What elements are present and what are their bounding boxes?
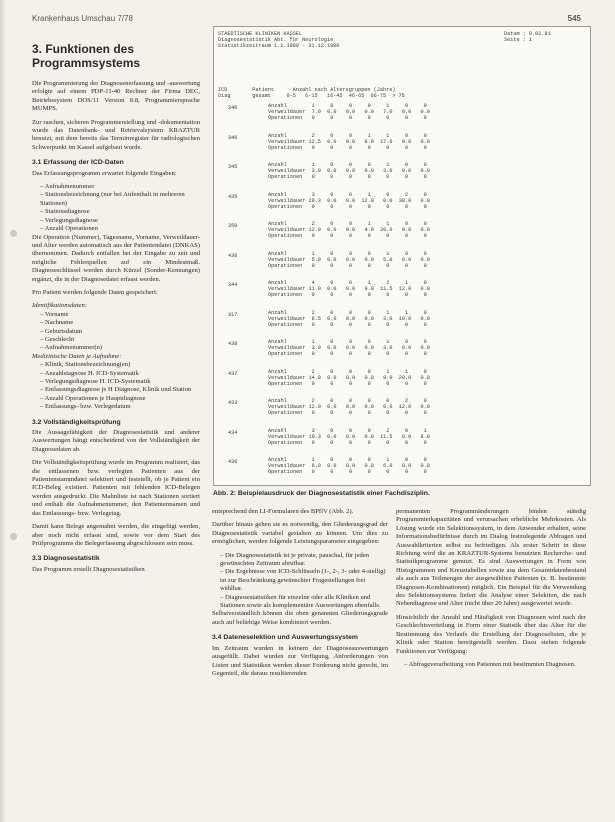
list-item: – Geburtsdatum [40,327,83,335]
printout-rows [268,369,430,387]
list-label: Identifikationsdaten: [32,302,87,310]
printout-header-line: Diagnosestatistik Abt. für Neurologie [218,37,334,43]
printout-group [218,310,586,334]
printout-row: Verweildauer 12.0 0.0 0.0 4.0 20.0 0.0 0.0 [268,227,430,233]
printout-group [218,339,586,363]
list-item: – Geschlecht [40,335,75,343]
list-item: – Die Diagnosestatistik ist je private, pauschal, für jeden gewünschten Zeitraum abrufbar. [220,551,370,568]
printout-row: Anzahl 1 0 0 0 1 0 0 [268,250,427,257]
printout-header-line: STAEDTISCHE KLINIKEN KASSEL [218,31,303,37]
printout-row: Verweildauer 3.0 0.0 0.0 0.0 3.0 0.0 0.0 [268,168,430,174]
printout-rows [268,457,430,475]
printout-rows [268,192,430,210]
list-item: – Verlegungsdiagnose [40,216,98,224]
printout-rows [268,428,430,446]
printout-row: Anzahl 2 0 0 0 0 2 0 [268,398,427,404]
paragraph: Die Operation (Nummer), Tagesname, Vorname, Verweildauer- und Alter werden automatisch aus der Patientendatei (DNKAS) übernommen. Dadurch entfallen bei der Eingabe zu zeit und mögliche Fehlerquellen auf ein Mindestmaß. Diagnoseschlüssel werden durch Kürzel (Sonder-Kennungen) ergänzt, die in der Diagnosedatei erfasst werden. [32,233,200,283]
printout-row: Verweildauer 29.3 0.0 0.0 12.0 0.0 38.0 0.0 [268,197,430,204]
column-header-line: Diag gesamt 0-5 6-15 16-45 46-65 66-75 > 75 [218,93,405,99]
printout-group [218,398,586,422]
printout-row: Anzahl 1 0 0 0 1 0 0 [268,103,427,109]
column-left [32,36,200,816]
printout-row: Operationen 0 0 0 0 0 0 0 [268,380,427,387]
list-item: – Vorname [40,310,69,318]
printout-row: Operationen 0 0 0 0 0 0 0 [268,203,427,210]
printout-row: Verweildauer 6.0 0.0 0.0 0.0 6.0 0.0 0.0 [268,463,430,469]
printout-group [218,280,586,304]
icd-code: 350 [228,223,238,229]
page-fold-shadow [0,0,6,822]
printout-row: Operationen 0 0 0 0 0 0 0 [268,262,427,269]
list-item: – Diagnosestatistiken für einzelne oder alle Kliniken und Stationen sowie als komplementäre Auswertungen ebenfalls. [220,593,381,610]
subsection-heading: 3.1 Erfassung der ICD-Daten [32,159,124,167]
printout-row: Operationen 0 0 0 0 0 0 0 [268,410,427,416]
paragraph: Darüber hinaus gehen sie es notwendig, den Gliederungsgrad der Diagnosestatistik variabel gestalten zu können. Um dies zu ermöglichen, werden folgende Leistungsparameter eingegeben: [212,521,388,546]
printout-row: Verweildauer 12.0 0.0 0.0 0.0 0.0 12.0 0.0 [268,404,430,410]
printout-rows [268,339,430,357]
printout-page: Seite : 1 [504,37,533,43]
icd-code: 436 [228,252,238,259]
list-item: – Stationsdiagnose [40,208,90,216]
list-item: – Entlassungs- bzw. Verlegedatum [40,403,131,411]
column-header-line: ICD Patient Anzahl nach Altersgruppen (Jahre) [218,87,396,93]
printout-row: Verweildauer 7.0 0.0 0.0 0.0 7.0 0.0 0.0 [268,109,430,115]
paragraph: Zur raschen, sicheren Programmerstellung und -dokumentation wurde das Datenbank- und Retrievalsystem KRAZTUR benutzt, mit dem bereits das Terminregister für radiologischen Schwerpunkt im Kassel aufgebaut wurde. [32,118,200,151]
list-item: – Verlegungsdiagnose H. ICD-Systematik [40,378,151,385]
icd-code: 344 [228,282,238,288]
subsection-heading: 3.4 Dateneselektion und Auswertungssystem [212,634,358,642]
paragraph: Das Programm erstellt Diagnosestatistiken [32,565,145,573]
list-item: – Aufnahmenummer(n) [40,344,103,352]
printout-row: Anzahl 2 0 0 1 1 0 0 [268,132,427,139]
printout-row: Operationen 0 0 0 0 0 0 0 [268,233,427,239]
icd-code: 340 [228,105,238,111]
printout-column-header [218,87,586,99]
printout-row: Anzahl 2 0 0 0 1 1 0 [268,309,427,316]
paragraph: Die Aussagefähigkeit der Diagnosestatistik und anderer Auswertungen hängt entscheidend von der Vollständigkeit der Diagnosedaten ab. [32,429,200,453]
printout-rows [268,251,430,269]
printout-group [218,457,586,481]
icd-code: 436 [228,459,238,465]
printout-row: Verweildauer 14.0 0.0 0.0 0.0 8.0 20.0 0.0 [268,374,430,381]
list-item: – Nachname [40,319,74,327]
printout-date: Datum : 9.02.81 [504,31,551,37]
icd-code: 435 [228,193,238,200]
printout-rows [268,310,430,328]
printout-group [218,103,586,127]
printout-rows [268,221,430,239]
printout-group [218,133,586,157]
icd-code: 345 [228,164,238,170]
printout-group [218,428,586,452]
printout-header-line: Statistikzeitraum 1.1.1980 - 31.12.1980 [218,43,340,49]
paragraph: Pro Patient werden folgende Daten gespeichert: [32,288,158,296]
printout-row: Verweildauer 5.0 0.0 0.0 0.0 5.0 0.0 0.0 [268,256,430,263]
printout-row: Operationen 0 0 0 0 0 0 0 [268,351,427,357]
printout-group [218,162,586,186]
figure-caption: Abb. 2: Beispielausdruck der Diagnosestatistik einer Fachdisziplin. [213,490,430,497]
icd-code: 437 [228,370,238,377]
printout-row: Verweildauer 3.0 0.0 0.0 0.0 3.0 0.0 0.0 [268,345,430,351]
printout-row: Operationen 0 0 0 0 0 0 0 [268,115,427,121]
subsection-heading: 3.3 Diagnosestatistik [32,555,100,563]
printout-row: Verweildauer 11.0 0.0 0.0 9.0 11.5 12.0 0.0 [268,286,430,292]
printout-row: Anzahl 1 0 0 0 1 0 0 [268,162,427,168]
printout-row: Operationen 0 0 0 0 0 0 0 [268,469,427,475]
printout-row: Anzahl 2 0 0 0 1 1 0 [268,368,427,375]
column-right [396,508,586,813]
bullet-list [32,183,200,233]
list-item: – Abfrageverarbeitung von Patienten mit bestimmten Diagnosen. [404,660,576,668]
running-header: Krankenhaus Umschau 7/78 [32,14,133,23]
printout-rows [268,133,430,151]
list-item: – Entlassungsdiagnose je H Diagnose, Klinik und Station [40,386,192,394]
list-item: – Anzahl Operationen [40,225,98,233]
paragraph: permanenten Programmänderungen binden ständig Programmierkapazitäten und verursachen erhebliche Mehrkosten. Als Lösung wurde ein Selektionssystem, in dem Anwender erhalten, seine Informationsbedürfnisse durch im Dialog festzulegende Abfragen und Auswahlkriterien selbst zu befriedigen. Als erster Schritt in diese Richtung wird die an KRAZTUR-Systems benutzten Recherche- und Statistikprogramme genutzt. Es sind Auswertungen in Form von Histogrammen und Kreuztabellen sowie aus dem Gesamtdatenbestand als auch aus Teilmengen der ausgewählten Patienten (z. B. bestimmte Diagnosen-Kombinationen) möglich. Ein Beispiel für die Verwendung des Selektionssystems liefert die Analyse einer Selektion, die nach Nebendiagnose und Alter (nicht über 20 Jahre) ausgewertet wurde. [396,508,586,608]
paragraph: Selbstverständlich können die oben genannten Gliederungsgrade auch auf beliebige Weise kombiniert werden. [212,610,388,626]
paragraph: entsprechend den LI-Formularen des BPflV (Abb. 2). [212,508,354,515]
printout-row: Operationen 0 0 0 0 0 0 0 [268,439,427,446]
printout-rows [268,398,430,416]
paragraph: Die Programmierung der Diagnosenerfassung und -auswertung erfolgte auf einem PDP-11-40 Rechner der Firma DEC, Betriebssystem DOS/11 Version 8.8, Programmiersprache MUMPS. [32,80,200,113]
list-label: Medizinische Daten je Aufnahme: [32,352,122,360]
printout-group [218,251,586,275]
printout-group [218,369,586,393]
printout-rows [268,103,430,121]
printout-header-right [504,31,582,43]
binder-hole [10,230,17,237]
binder-hole [10,533,17,540]
printout-row: Verweildauer 12.5 0.0 0.0 8.0 17.0 0.0 0.0 [268,138,430,145]
printout-row: Anzahl 4 0 0 1 2 1 0 [268,280,427,286]
icd-code: 433 [228,400,238,406]
printout-rows [268,162,430,180]
list-item: – Aufnahmenummer [40,183,95,191]
printout-row: Operationen 0 0 0 0 0 0 0 [268,292,427,298]
printout-row: Anzahl 2 0 0 1 1 0 0 [268,221,427,227]
bullet-list [32,361,200,411]
printout-rows [268,280,430,298]
printout-row: Operationen 0 0 0 0 0 0 0 [268,174,427,180]
paragraph: Damit kann Belege angemahnt werden, die eingefügt werden, aber noch nicht erfasst sind, sowie vor dem Start des Prüfprogramms die Belegerfassung abgeschlossen sein muss. [32,523,200,547]
paragraph: Die Vollständigkeitsprüfung wurde im Programm realisiert, das die entlassenen bzw. verlegten Patienten aus der Patientenstammdatei selektiert und feststellt, ob je Patient ein ICD-Beleg existiert. Patienten mit fehlenden ICD-Belegen werden ausgedruckt. Die Mahnliste ist nach Stationen sortiert und enthält die Aufnahmenummer, den Patientennamen und das Entlassungs- bzw. Verlegetag. [32,459,200,517]
statistics-printout [213,26,591,486]
column-middle [212,508,388,813]
printout-row: Operationen 0 0 0 0 0 0 0 [268,144,427,151]
paragraph: Im Zeitraum wurden in keinem der Diagnoseauswertungen ausgefüllt. Dabei wurden zur Verfügung, Anforderungen von Listen und Statistiken werden dieser Forderung nicht gerecht, im Gegenteil, die daraus resultierenden [212,644,388,677]
printout-row: Verweildauer 6.5 0.0 0.0 0.0 3.0 10.0 0.0 [268,315,430,322]
bullet-list [212,552,388,611]
printout-row: Verweildauer 10.3 0.0 0.0 0.0 11.5 0.0 8.0 [268,433,430,440]
printout-group [218,192,586,216]
section-title: 3. Funktionen des Programmsystems [32,42,141,70]
list-item: – Stationsbezeichnung (nur bei Aufenthalt in mehreren Stationen) [40,191,185,207]
bullet-list [32,311,200,353]
printout-group [218,221,586,245]
paragraph: Hinsichtlich der Anzahl und Häufigkeit von Diagnosen wird nach der Geschlechtsverteilung in Form einer Statistik über das Alter für die Bestimmung des Verlaufs die Erstellung der Diagnoselisten, die je Klinik oder Station bereitgestellt werden. Dazu stehen folgende Funktionen zur Verfügung: [396,613,586,655]
printout-row: Anzahl 1 0 0 0 1 0 0 [268,457,427,463]
list-item: – Die Ergebnisse von ICD-Schlüsseln (1-, 2-, 3- oder 4-stellig) ist zur Beschränkung gewünschter Fragestellungen frei wählbar. [220,568,386,593]
printout-row: Anzahl 1 0 0 0 1 0 0 [268,339,427,345]
printout-row: Operationen 0 0 0 0 0 0 0 [268,321,427,328]
list-item: – Klinik, Stationsbezeichnung(en) [40,361,131,369]
subsection-heading: 3.2 Vollständigkeitsprüfung [32,418,121,426]
icd-code: 434 [228,429,238,436]
icd-code: 438 [228,341,238,347]
icd-code: 317 [228,311,238,318]
icd-code: 346 [228,134,238,141]
list-item: – Anzahlstagnose H. ICD-Systematik [40,369,139,377]
printout-row: Anzahl 3 0 0 0 2 0 1 [268,427,427,434]
printout-row: Anzahl 3 0 0 1 0 2 0 [268,191,427,198]
list-item: – Anzahl Operationen je Hauptdiagnose [40,394,146,402]
page-number: 545 [567,14,581,23]
paragraph: Das Erfassungsprogramm erwartet folgende Eingaben: [32,169,177,177]
